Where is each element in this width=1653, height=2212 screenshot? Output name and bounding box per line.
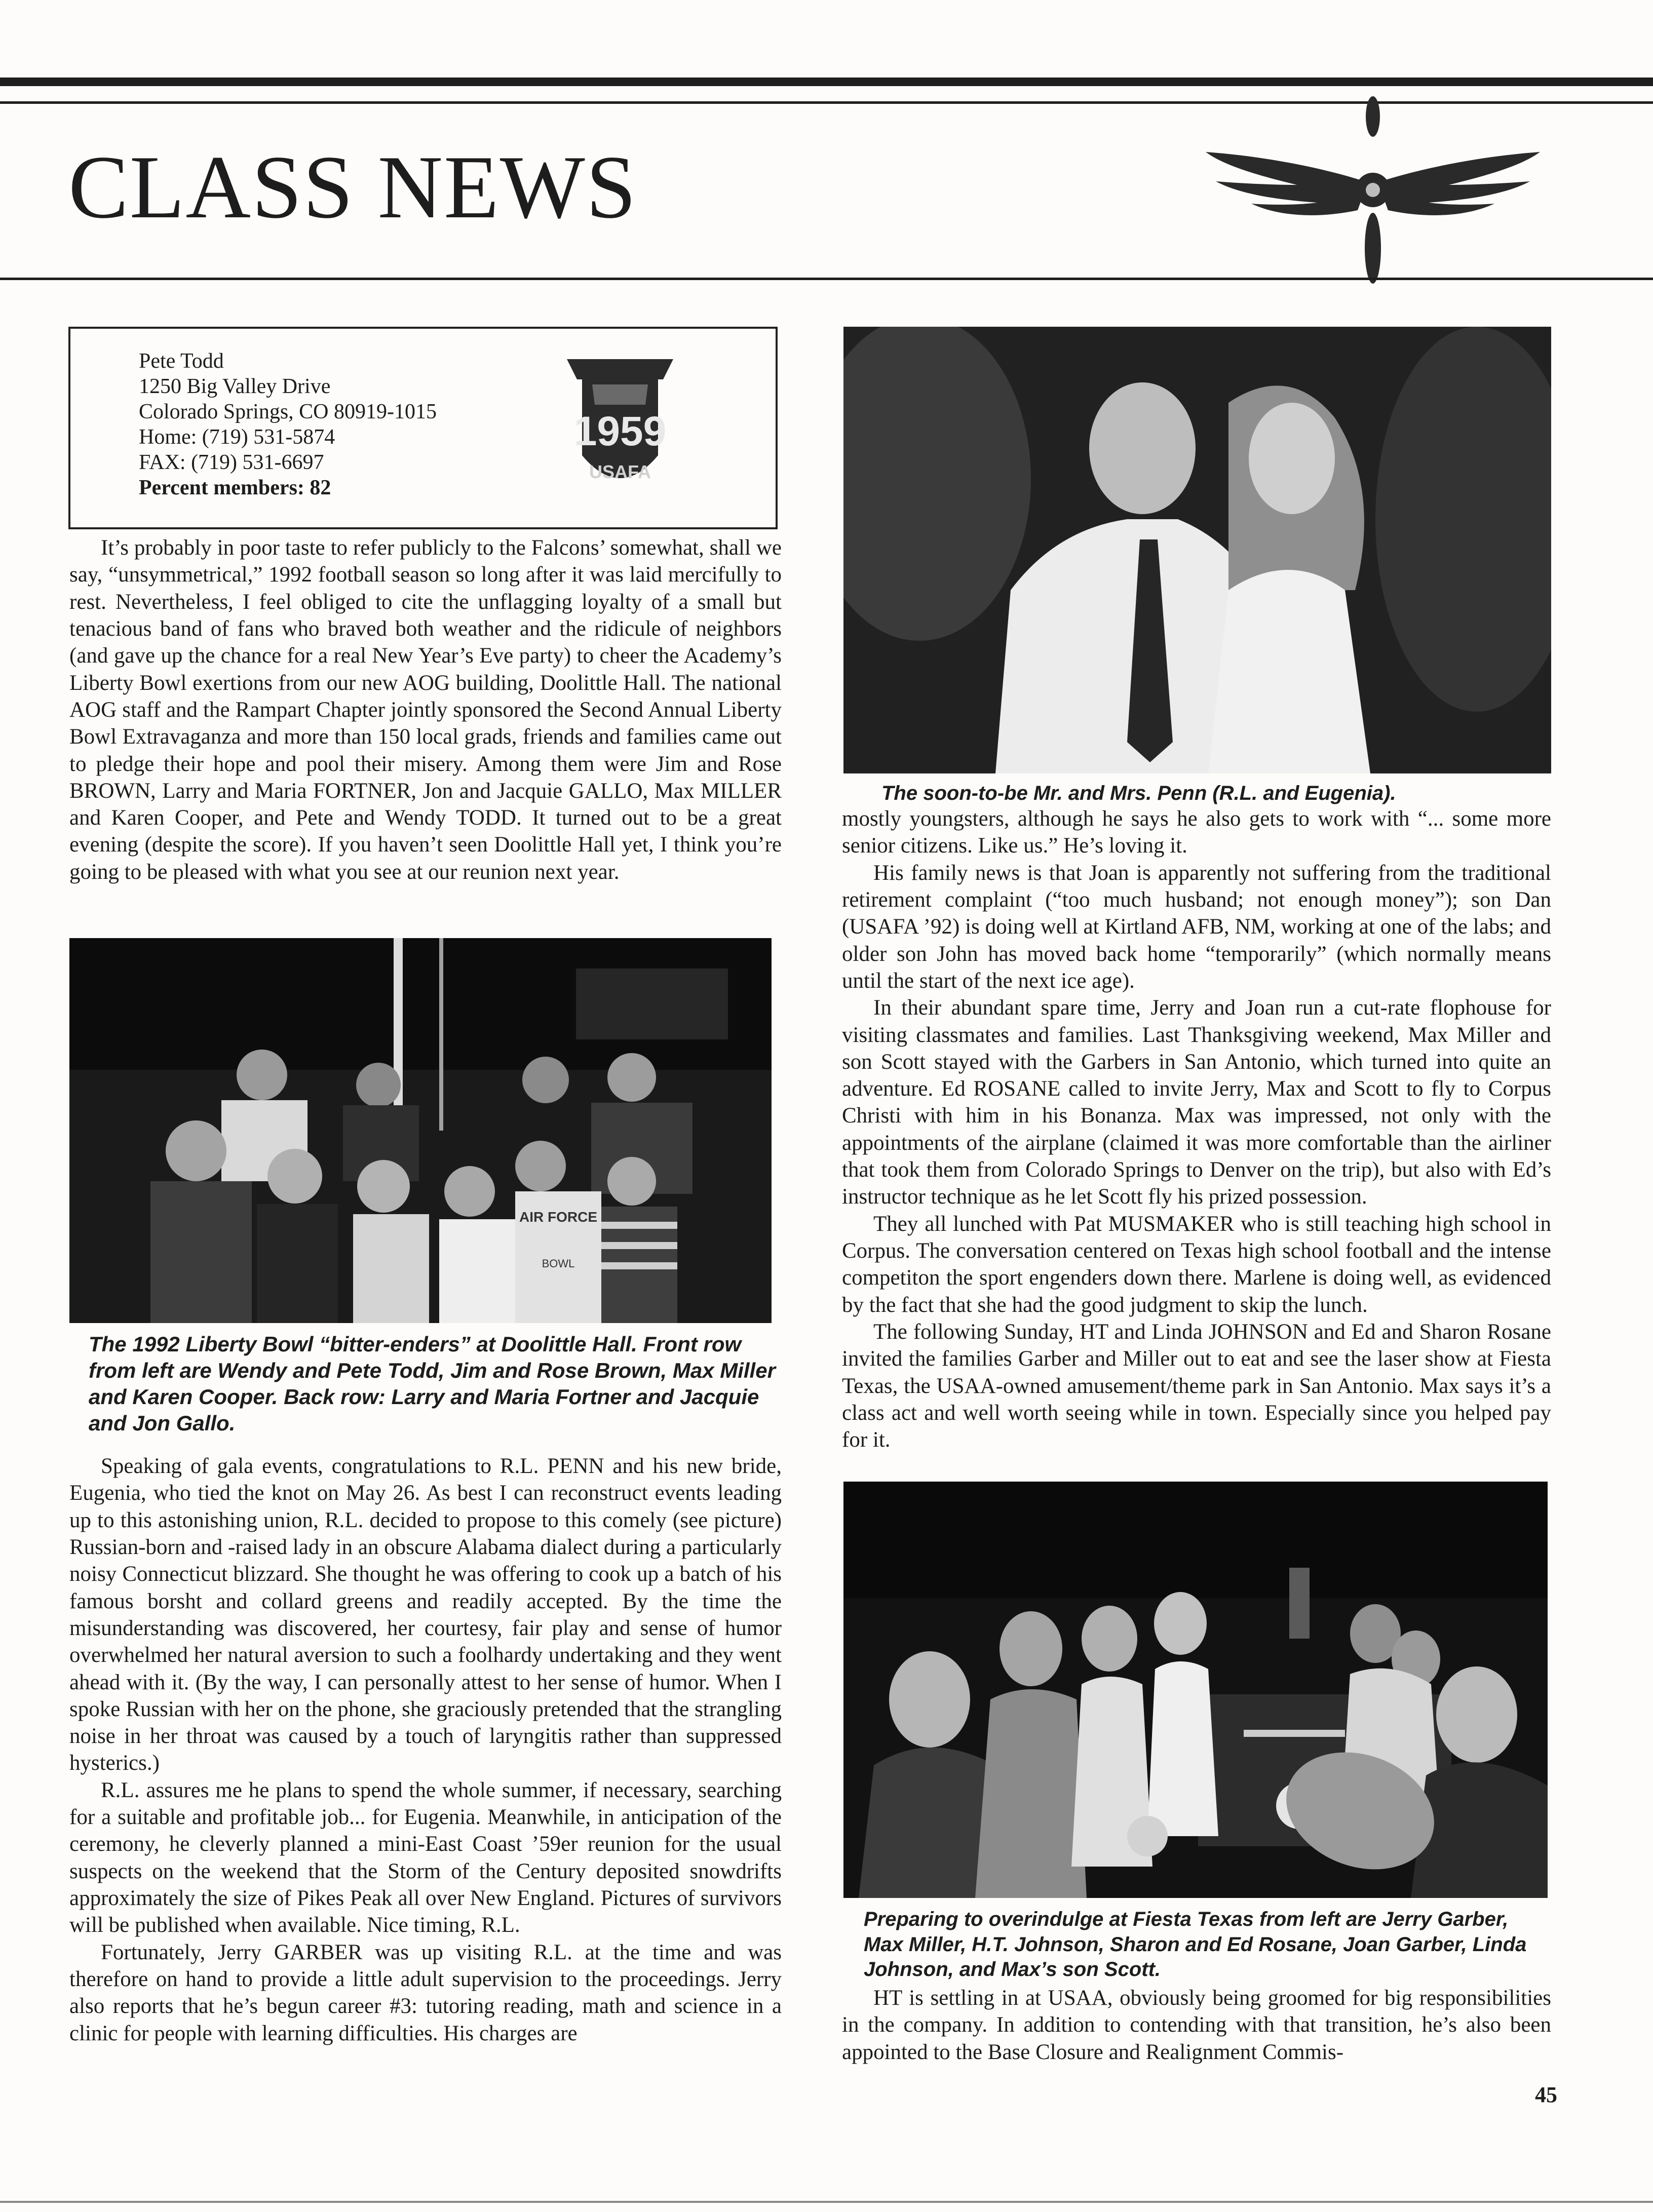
liberty-bowl-group-photo [69,938,772,1323]
contact-name: Pete Todd [139,350,224,373]
right-article-body [842,805,1551,1454]
class-crest-icon [562,349,678,506]
body-rule [0,278,1653,280]
paragraph: It’s probably in poor taste to refer publicly to the Falcons’ somewhat, shall we say, “unsymmetrical,” 1992 football season so long after it was laid mercifully to rest. Nevertheless, I feel obliged to cite the unflagging loyalty of a small but tenacious band of fans who braved both weather and the ridicule of neighbors (and gave up the chance for a real New Year’s Eve party) to cheer the Academy’s Liberty Bowl exertions from our new AOG building, Doolittle Hall. The national AOG staff and the Rampart Chapter jointly sponsored the Second Annual Liberty Bowl Extravaganza and more than 150 local grads, friends and families came out to pledge their hope and pool their misery. Among them were Jim and Rose BROWN, Larry and Maria FORTNER, Jon and Jacquie GALLO, Max MILLER and Karen Cooper, and Pete and Wendy TODD. It turned out to be a great evening (despite the score). If you haven’t seen Doolittle Hall yet, I think you’re going to be pleased with what you see at our reunion next year. [69,536,782,884]
paragraph: They all lunched with Pat MUSMAKER who is still teaching high school in Corpus. The conversation centered on Texas high school football and the intense competiton the sport engenders down there. Marlene is doing well, as evidenced by the fact that she had the good judgment to skip the lunch. [842,1212,1551,1317]
footer-rule [0,2201,1653,2203]
paragraph: HT is settling in at USAA, obviously being groomed for big responsibilities in the company. In addition to contending with that transition, he’s also been appointed to the Base Closure and Realignment Commis- [842,1986,1551,2064]
crest-year: 1959 [573,408,667,454]
wings-propeller-icon [1196,96,1550,284]
paragraph: The following Sunday, HT and Linda JOHNSON and Ed and Sharon Rosane invited the families Garber and Miller out to eat and see the laser show at Fiesta Texas, the USAA-owned amusement/theme park in San Antonio. Max says it’s a class act and well worth seeing while in town. Especially since you helped pay for it. [842,1320,1551,1452]
fiesta-texas-caption: Preparing to overindulge at Fiesta Texas from left are Jerry Garber, Max Miller, H.T. Johnson, Sharon and Ed Rosane, Joan Garber, Linda Johnson, and Max’s son Scott. [864,1908,1527,1981]
liberty-bowl-caption: The 1992 Liberty Bowl “bitter-enders” at Doolittle Hall. Front row from left are Wendy and Pete Todd, Jim and Rose Brown, Max Miller and Karen Cooper. Back row: Larry and Maria Fortner and Jacquie and Jon Gallo. [89,1332,776,1435]
paragraph: mostly youngsters, although he says he also gets to work with “... some more senior citizens. Like us.” He’s loving it. [842,807,1551,858]
group-photo-scene [69,938,772,1323]
shirt-text: AIR FORCE [519,1209,597,1225]
shirt-subtext: BOWL [542,1257,575,1270]
contact-address-line2: Colorado Springs, CO 80919-1015 [139,400,437,423]
couple-photo-scene [843,327,1551,773]
contact-home-phone: Home: (719) 531-5874 [139,425,335,449]
paragraph: Speaking of gala events, congratulations to R.L. PENN and his new bride, Eugenia, who tied the knot on May 26. As best I can reconstruct events leading up to this astonishing union, R.L. decided to propose to this comely (see picture) Russian-born and -raised lady in an obscure Alabama dialect during a particularly noisy Connecticut blizzard. She thought he was offering to cook up a batch of his famous borsht and collard greens and readily accepted. By the time the misunderstanding was discovered, her courtesy, fair play and sense of humor overwhelmed her natural aversion to such a foolhardy undertaking and they went ahead with it. (By the way, I can personally attest to her sense of humor. When I spoke Russian with her on the phone, she graciously pretended that the strangling noise in her throat was caused by a touch of laryngitis rather than suppressed hysterics.) [69,1454,782,1775]
paragraph: In their abundant spare time, Jerry and Joan run a cut-rate flophouse for visiting classmates and families. Last Thanksgiving weekend, Max Miller and son Scott stayed with the Garbers in San Antonio, which turned into quite an adventure. Ed ROSANE called to invite Jerry, Max and Scott to fly to Corpus Christi with him in his Bonanza. Max was impressed, not only with the appointments of the airplane (claimed it was more comfortable than the airliner that took them from Colorado Springs to Denver on the trip), but also with Ed’s instructor technique as he let Scott fly his prized possession. [842,996,1551,1209]
left-article-intro [69,534,782,885]
paragraph: R.L. assures me he plans to spend the whole summer, if necessary, searching for a suitable and profitable job... for Eugenia. Meanwhile, in anticipation of the ceremony, he cleverly planned a mini-East Coast ’59er reunion for the usual suspects on the weekend that the Storm of the Century deposited snowdrifts approximately the size of Pikes Peak all over New England. Pictures of survivors will be published when available. Nice timing, R.L. [69,1778,782,1937]
contact-fax: FAX: (719) 531-6697 [139,450,324,474]
fiesta-texas-dinner-photo [843,1482,1548,1898]
page-title: CLASS NEWS [68,137,637,237]
contact-details [139,349,437,501]
penn-couple-caption: The soon-to-be Mr. and Mrs. Penn (R.L. and Eugenia). [881,782,1396,804]
penn-couple-photo [843,327,1551,773]
contact-address-line1: 1250 Big Valley Drive [139,374,331,398]
page-number: 45 [1535,2082,1557,2107]
contact-box [68,327,778,529]
paragraph: Fortunately, Jerry GARBER was up visiting R.L. at the time and was therefore on hand to provide a little adult supervision to the proceedings. Jerry also reports that he’s begun career #3: tutoring reading, math and science in a clinic for people with learning difficulties. His charges are [69,1940,782,2045]
left-article-body [69,1453,782,2047]
paragraph: His family news is that Joan is apparently not suffering from the traditional retirement complaint (“too much husband; not enough money”); son Dan (USAFA ’92) is doing well at Kirtland AFB, NM, working at one of the labs; and older son John has moved back home “temporarily” (which normally means until the start of the next ice age). [842,861,1551,993]
crest-label: USAFA [589,461,651,482]
right-article-continuation [842,1985,1551,2066]
header-rule-thick [0,77,1653,86]
dinner-photo-scene [843,1482,1548,1898]
contact-percent-members: Percent members: 82 [139,476,331,499]
